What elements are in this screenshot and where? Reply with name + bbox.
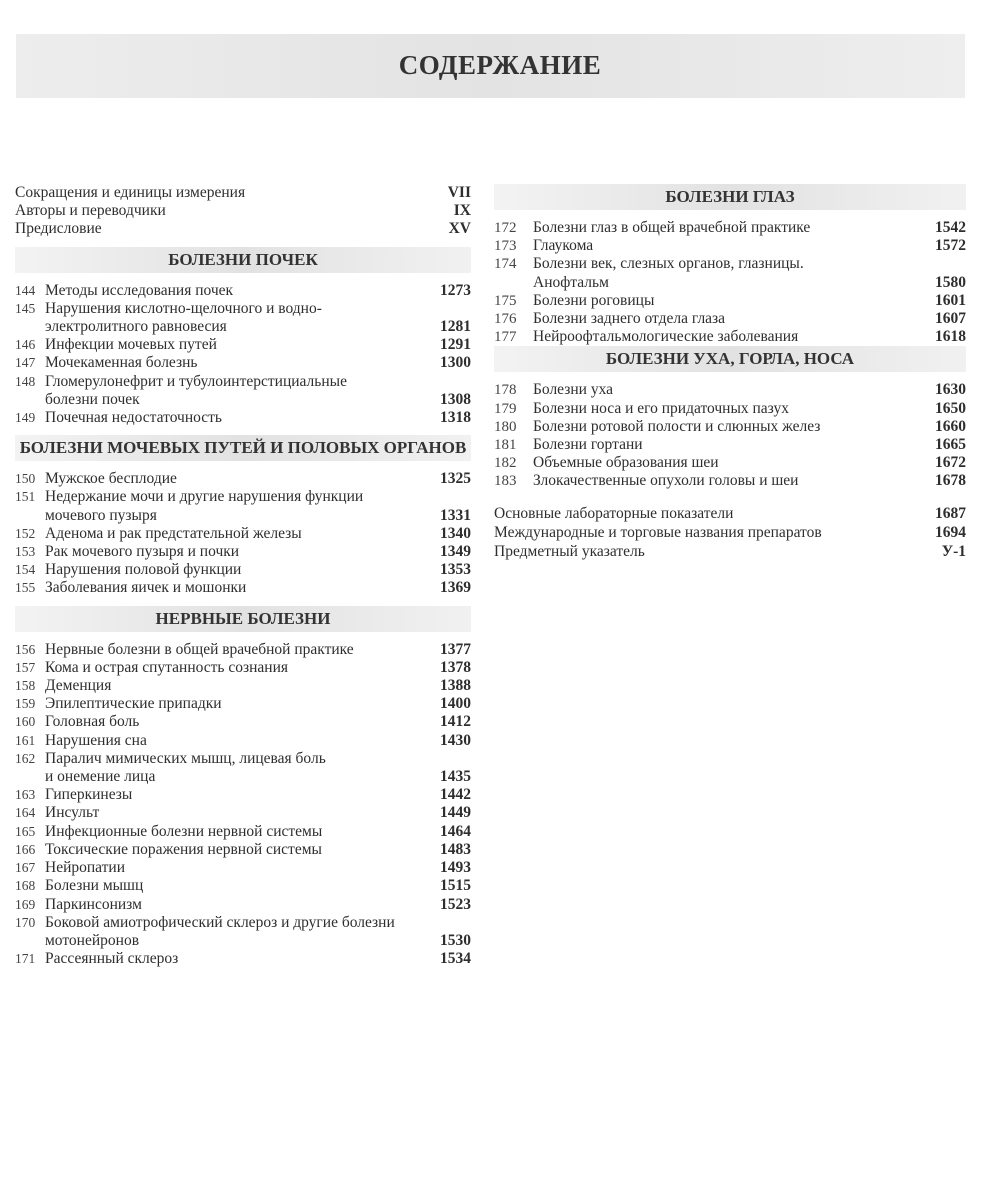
section-heading: БОЛЕЗНИ УХА, ГОРЛА, НОСА <box>494 346 966 372</box>
entry-title-line: Гломерулонефрит и тубулоинтерстициальные <box>45 372 347 390</box>
toc-entry <box>15 859 471 877</box>
entry-title-line: Токсические поражения нервной системы <box>45 840 322 858</box>
entry-title-line: Заболевания яичек и мошонки <box>45 579 247 597</box>
entry-title-line: Нервные болезни в общей врачебной практике <box>45 640 354 658</box>
entry-first-line <box>494 310 922 328</box>
section-heading: БОЛЕЗНИ ПОЧЕК <box>15 247 471 273</box>
entry-first-line <box>15 543 427 561</box>
entry-title-block <box>494 418 922 436</box>
entry-title-block <box>15 561 427 579</box>
toc-front-entry <box>494 523 966 542</box>
chapter-number: 144 <box>15 282 36 298</box>
page-number: 1665 <box>935 436 966 454</box>
page-number: 1630 <box>935 381 966 399</box>
entry-title-block <box>15 543 427 561</box>
entry-first-line <box>494 237 922 255</box>
chapter-number: 157 <box>15 659 36 675</box>
entry-title-block <box>494 400 922 418</box>
toc-front-entry <box>494 504 966 523</box>
page-number: 1523 <box>440 895 471 913</box>
entry-title-line: Методы исследования почек <box>45 281 234 299</box>
entry-title-block <box>15 336 427 354</box>
entry-title-block <box>15 677 427 695</box>
toc-entry <box>15 543 471 561</box>
page-number: 1601 <box>935 291 966 309</box>
entry-title-line: Рассеянный склероз <box>45 950 179 968</box>
toc-entry <box>15 409 471 427</box>
chapter-number: 159 <box>15 696 36 712</box>
chapter-number: 153 <box>15 544 36 560</box>
toc-entry <box>15 373 471 409</box>
entry-title-line: Деменция <box>45 677 112 695</box>
toc-entry <box>15 823 471 841</box>
toc-entry <box>15 561 471 579</box>
page-number: 1430 <box>440 731 471 749</box>
section-heading: БОЛЕЗНИ МОЧЕВЫХ ПУТЕЙ И ПОЛОВЫХ ОРГАНОВ <box>15 435 471 461</box>
entry-title-block <box>15 659 427 677</box>
toc-entry <box>494 436 966 454</box>
entry-title-block <box>15 282 427 300</box>
entry-title-block <box>15 488 427 524</box>
entry-title-line: Инсульт <box>45 804 100 822</box>
entry-title-block <box>494 436 922 454</box>
chapter-number: 158 <box>15 678 36 694</box>
page-number: 1435 <box>440 768 471 786</box>
entry-title-line: Нарушения половой функции <box>45 561 242 579</box>
page-number: 1580 <box>935 273 966 291</box>
page-number: 1442 <box>440 786 471 804</box>
toc-entry <box>494 328 966 346</box>
toc-entry <box>15 641 471 659</box>
page-number: 1694 <box>935 523 966 541</box>
entry-title-line: Паралич мимических мышц, лицевая боль <box>45 749 326 767</box>
chapter-number: 171 <box>15 951 36 967</box>
entry-title-block <box>15 695 427 713</box>
entry-first-line <box>15 336 427 354</box>
toc-left-column <box>15 184 471 968</box>
entry-first-line <box>494 381 922 399</box>
page-number: 1483 <box>440 840 471 858</box>
indent-spacer <box>15 507 45 525</box>
entry-first-line <box>494 472 922 490</box>
entry-title-line: мотонейронов <box>45 931 140 949</box>
page-number: 1493 <box>440 859 471 877</box>
toc-entry <box>15 525 471 543</box>
chapter-number: 154 <box>15 562 36 578</box>
back-matter-list <box>494 504 966 561</box>
chapter-number: 151 <box>15 489 36 505</box>
toc-entry <box>15 677 471 695</box>
page-number: 1672 <box>935 454 966 472</box>
entry-title-line: Аденома и рак предстательной железы <box>45 524 302 542</box>
indent-spacer <box>15 318 45 336</box>
entry-title-line: Нарушения кислотно-щелочного и водно- <box>45 299 322 317</box>
page-number: 1388 <box>440 677 471 695</box>
page-number: 1300 <box>440 354 471 372</box>
page-number: 1650 <box>935 399 966 417</box>
entry-title: Авторы и переводчики <box>15 202 166 220</box>
entry-first-line <box>15 579 427 597</box>
chapter-number: 155 <box>15 580 36 596</box>
chapter-number: 162 <box>15 750 36 766</box>
entry-title-block <box>15 877 427 895</box>
page-number: 1687 <box>935 504 966 522</box>
entry-title-line: Недержание мочи и другие нарушения функции <box>45 488 364 506</box>
entry-first-line <box>15 841 427 859</box>
toc-entry <box>15 713 471 731</box>
chapter-number: 178 <box>494 382 517 399</box>
chapter-number: 177 <box>494 329 517 346</box>
toc-section <box>15 435 471 597</box>
entry-title-block <box>494 381 922 399</box>
entry-first-line <box>15 525 427 543</box>
page-number: 1400 <box>440 695 471 713</box>
entry-first-line <box>15 641 427 659</box>
entry-title-line: Болезни глаз в общей врачебной практике <box>533 219 811 236</box>
entry-title-line: Объемные образования шеи <box>533 454 719 472</box>
entry-first-line <box>15 354 427 372</box>
page-number: 1449 <box>440 804 471 822</box>
entry-first-line <box>494 418 922 436</box>
page-number: 1331 <box>440 506 471 524</box>
indent-spacer <box>15 768 45 786</box>
entry-title-line: Болезни уха <box>533 381 614 399</box>
page-number: 1291 <box>440 336 471 354</box>
entry-title-line: Глаукома <box>533 237 594 255</box>
chapter-number: 147 <box>15 355 36 371</box>
chapter-number: 176 <box>494 311 517 328</box>
entry-first-line <box>15 282 427 300</box>
entry-title-block <box>15 300 427 336</box>
chapter-number: 172 <box>494 220 517 236</box>
entry-first-line <box>15 488 427 506</box>
entry-first-line <box>15 950 427 968</box>
chapter-number: 174 <box>494 256 517 273</box>
entry-title-block <box>15 841 427 859</box>
toc-section <box>494 184 966 346</box>
entry-title-line: Нарушения сна <box>45 731 147 749</box>
entry-first-line <box>15 300 427 318</box>
section-heading: БОЛЕЗНИ ГЛАЗ <box>494 184 966 210</box>
page-number: XV <box>448 220 471 238</box>
toc-section <box>15 606 471 969</box>
entry-first-line <box>494 400 922 418</box>
page-number: 1572 <box>935 237 966 255</box>
entry-title-line: Анофтальм <box>533 273 609 291</box>
entry-title-line: Инфекционные болезни нервной системы <box>45 822 323 840</box>
entry-continuation-line <box>15 318 427 336</box>
chapter-number: 161 <box>15 732 36 748</box>
chapter-number: 173 <box>494 238 517 255</box>
entry-title-line: и онемение лица <box>45 768 156 786</box>
entry-title-block <box>15 354 427 372</box>
toc-entry <box>494 381 966 399</box>
entry-title-line: Мужское бесплодие <box>45 470 177 488</box>
entry-title: Основные лабораторные показатели <box>494 504 734 522</box>
toc-entry <box>15 579 471 597</box>
toc-entry <box>15 470 471 488</box>
entry-title-line: Мочекаменная болезнь <box>45 354 198 372</box>
toc-entry <box>15 659 471 677</box>
entry-title-line: Паркинсонизм <box>45 895 142 913</box>
chapter-number: 168 <box>15 878 36 894</box>
entry-title-line: Головная боль <box>45 713 140 731</box>
chapter-number: 182 <box>494 455 517 472</box>
chapter-number: 164 <box>15 805 36 821</box>
page-number: 1308 <box>440 390 471 408</box>
page-number: 1340 <box>440 524 471 542</box>
page-number: 1534 <box>440 950 471 968</box>
toc-entry <box>15 354 471 372</box>
toc-entry <box>494 219 966 237</box>
entry-title-line: Боковой амиотрофический склероз и другие болезни <box>45 913 395 931</box>
entry-title-block <box>15 732 427 750</box>
entry-title-block <box>494 219 922 237</box>
toc-entry <box>494 418 966 436</box>
entry-first-line <box>15 409 427 427</box>
entry-title-block <box>494 454 922 472</box>
entry-title-line: Инфекции мочевых путей <box>45 336 217 354</box>
entry-first-line <box>15 713 427 731</box>
entry-first-line <box>15 659 427 677</box>
entry-title-block <box>494 292 922 310</box>
page-number: 1325 <box>440 470 471 488</box>
indent-spacer <box>15 932 45 950</box>
entry-title-block <box>15 579 427 597</box>
entry-title-block <box>494 310 922 328</box>
entry-first-line <box>15 373 427 391</box>
toc-entry <box>15 282 471 300</box>
page-number: 1273 <box>440 281 471 299</box>
entry-first-line <box>15 732 427 750</box>
page-number: У-1 <box>941 542 966 560</box>
entry-title-block <box>15 750 427 786</box>
page-number: 1530 <box>440 931 471 949</box>
chapter-number: 166 <box>15 841 36 857</box>
page-number: VII <box>447 184 471 201</box>
entry-title: Предисловие <box>15 220 102 238</box>
chapter-number: 146 <box>15 337 36 353</box>
entry-title-line: Почечная недостаточность <box>45 409 222 427</box>
entry-title-line: Кома и острая спутанность сознания <box>45 658 288 676</box>
entry-title-line: Рак мочевого пузыря и почки <box>45 543 240 561</box>
entry-title-block <box>15 470 427 488</box>
page-title: СОДЕРЖАНИЕ <box>398 50 602 80</box>
indent-spacer <box>15 391 45 409</box>
page-number: 1412 <box>440 713 471 731</box>
entry-first-line <box>15 823 427 841</box>
entry-first-line <box>494 328 922 346</box>
chapter-number: 179 <box>494 400 517 417</box>
page-number: 1660 <box>935 417 966 435</box>
chapter-number: 163 <box>15 787 36 803</box>
toc-front-entry <box>494 542 966 561</box>
toc-entry <box>15 841 471 859</box>
entry-first-line <box>494 454 922 472</box>
entry-title-block <box>494 237 922 255</box>
toc-section <box>494 346 966 490</box>
entry-first-line <box>15 786 427 804</box>
chapter-number: 170 <box>15 914 36 930</box>
entry-title-line: Болезни ротовой полости и слюнных желез <box>533 417 821 435</box>
entry-title-block <box>15 859 427 877</box>
entry-title-block <box>15 525 427 543</box>
entry-first-line <box>494 255 922 273</box>
toc-entry <box>15 914 471 950</box>
toc-section <box>15 247 471 428</box>
entry-first-line <box>15 859 427 877</box>
entry-title-line: Болезни носа и его придаточных пазух <box>533 399 789 417</box>
chapter-number: 183 <box>494 473 517 490</box>
chapter-number: 160 <box>15 714 36 730</box>
page-number: 1515 <box>440 877 471 895</box>
chapter-number: 149 <box>15 410 36 426</box>
toc-right-column <box>494 184 966 561</box>
entry-first-line <box>15 896 427 914</box>
entry-title-block <box>15 373 427 409</box>
toc-entry <box>15 732 471 750</box>
page-number: 1377 <box>440 640 471 658</box>
entry-title-block <box>494 328 922 346</box>
entry-first-line <box>494 219 922 237</box>
toc-entry <box>15 804 471 822</box>
entry-title-line: Злокачественные опухоли головы и шеи <box>533 472 799 490</box>
page-number: 1607 <box>935 310 966 328</box>
toc-entry <box>15 786 471 804</box>
toc-entry <box>15 300 471 336</box>
section-heading: НЕРВНЫЕ БОЛЕЗНИ <box>15 606 471 632</box>
page-number: 1318 <box>440 409 471 427</box>
entry-title-block <box>15 950 427 968</box>
chapter-number: 175 <box>494 292 517 309</box>
page-number: 1369 <box>440 579 471 597</box>
toc-entry <box>494 454 966 472</box>
entry-title-block <box>494 472 922 490</box>
entry-first-line <box>15 470 427 488</box>
entry-first-line <box>15 561 427 579</box>
chapter-number: 181 <box>494 437 517 454</box>
entry-title-line: электролитного равновесия <box>45 318 227 336</box>
page-number: 1678 <box>935 472 966 490</box>
chapter-number: 156 <box>15 641 36 657</box>
entry-title-line: Болезни мышц <box>45 877 144 895</box>
entry-title-block <box>15 641 427 659</box>
toc-entry <box>15 877 471 895</box>
chapter-number: 167 <box>15 860 36 876</box>
indent-spacer <box>494 274 533 292</box>
toc-front-entry <box>15 220 471 238</box>
toc-front-entry <box>15 202 471 220</box>
chapter-number: 148 <box>15 373 36 389</box>
entry-title-block <box>15 409 427 427</box>
entry-title-line: Нейроофтальмологические заболевания <box>533 328 799 346</box>
entry-title-line: Нейропатии <box>45 859 126 877</box>
entry-title-block <box>15 713 427 731</box>
entry-title-block <box>494 255 922 291</box>
entry-title-block <box>15 786 427 804</box>
entry-title: Предметный указатель <box>494 542 645 560</box>
entry-continuation-line <box>15 932 427 950</box>
toc-entry <box>494 400 966 418</box>
toc-entry <box>15 950 471 968</box>
entry-first-line <box>15 695 427 713</box>
toc-entry <box>494 472 966 490</box>
entry-first-line <box>494 292 922 310</box>
chapter-number: 150 <box>15 471 36 487</box>
toc-entry <box>15 896 471 914</box>
page-number: 1281 <box>440 318 471 336</box>
entry-title-line: Эпилептические припадки <box>45 695 222 713</box>
entry-title-block <box>15 804 427 822</box>
entry-title-line: Болезни гортани <box>533 436 643 454</box>
page-number: 1618 <box>935 328 966 346</box>
page-number: IX <box>453 202 471 220</box>
toc-front-entry <box>15 184 471 202</box>
toc-entry <box>15 695 471 713</box>
toc-entry <box>15 750 471 786</box>
chapter-number: 180 <box>494 418 517 435</box>
entry-title-block <box>15 823 427 841</box>
toc-entry <box>15 336 471 354</box>
entry-continuation-line <box>494 274 922 292</box>
entry-title: Сокращения и единицы измерения <box>15 184 246 201</box>
entry-first-line <box>15 677 427 695</box>
toc-entry <box>494 237 966 255</box>
page-number: 1542 <box>935 219 966 236</box>
entry-continuation-line <box>15 507 427 525</box>
entry-continuation-line <box>15 768 427 786</box>
entry-title-line: Болезни век, слезных органов, глазницы. <box>533 255 804 273</box>
entry-first-line <box>15 804 427 822</box>
entry-title-line: болезни почек <box>45 390 140 408</box>
toc-entry <box>494 255 966 291</box>
chapter-number: 145 <box>15 300 36 316</box>
page-number: 1464 <box>440 822 471 840</box>
entry-title-line: Болезни заднего отдела глаза <box>533 310 726 328</box>
entry-title-line: мочевого пузыря <box>45 506 157 524</box>
page-number: 1353 <box>440 561 471 579</box>
entry-first-line <box>15 914 427 932</box>
chapter-number: 152 <box>15 525 36 541</box>
entry-first-line <box>15 877 427 895</box>
entry-title-line: Гиперкинезы <box>45 786 133 804</box>
front-matter-list <box>15 184 471 239</box>
toc-entry <box>494 292 966 310</box>
entry-continuation-line <box>15 391 427 409</box>
entry-title-block <box>15 896 427 914</box>
entry-first-line <box>494 436 922 454</box>
entry-title-block <box>15 914 427 950</box>
entry-first-line <box>15 750 427 768</box>
chapter-number: 165 <box>15 823 36 839</box>
entry-title-line: Болезни роговицы <box>533 291 655 309</box>
entry-title: Международные и торговые названия препаратов <box>494 523 822 541</box>
chapter-number: 169 <box>15 896 36 912</box>
toc-entry <box>15 488 471 524</box>
toc-entry <box>494 310 966 328</box>
page-number: 1378 <box>440 658 471 676</box>
page-number: 1349 <box>440 543 471 561</box>
